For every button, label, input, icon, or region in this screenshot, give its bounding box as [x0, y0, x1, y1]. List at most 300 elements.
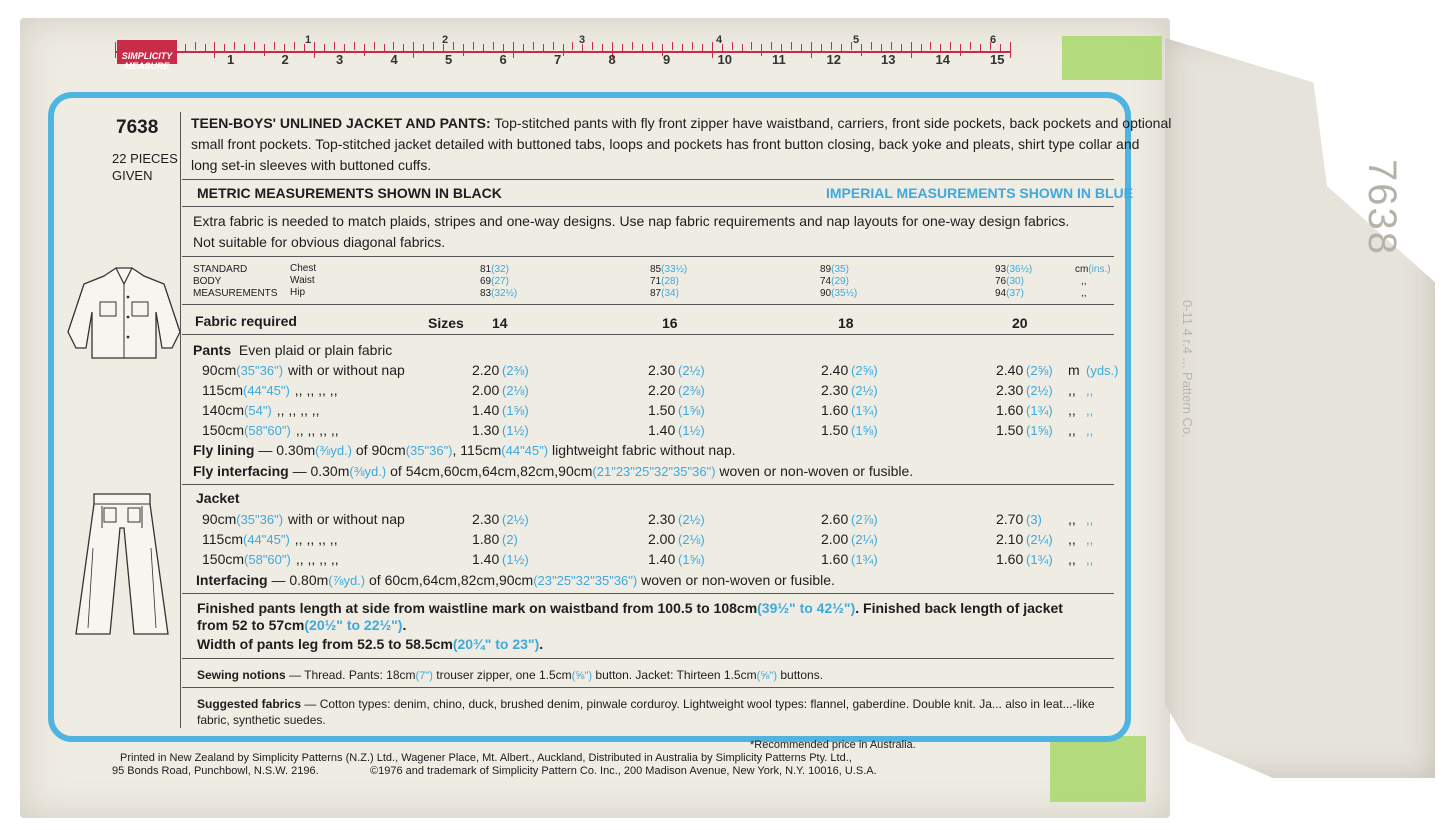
fabric-amount: 2.20	[648, 382, 676, 398]
ruler-tick	[553, 42, 554, 50]
ruler-cm-label: 2	[281, 52, 289, 67]
finished-2b: .	[402, 617, 407, 633]
ruler-tick	[881, 44, 882, 52]
fabric-width-label	[202, 362, 405, 378]
fabric-amount-imperial: (2½)	[502, 512, 529, 527]
description-line-3: long set-in sleeves with buttoned cuffs.	[191, 157, 432, 173]
fly-interfacing-b: of 54cm,60cm,64cm,82cm,90cm	[390, 463, 593, 479]
ruler-tick	[1010, 42, 1011, 58]
fabric-width-cm: 90cm	[202, 362, 237, 378]
fabric-amount-imperial: (2½)	[678, 512, 705, 527]
notions-c: button. Jacket: Thirteen 1.5cm	[595, 668, 757, 682]
ruler-cm-label: 5	[445, 52, 453, 67]
ruler-tick	[115, 42, 116, 58]
fabric-amount: 1.40	[472, 402, 500, 418]
fabric-amount: 2.30	[821, 382, 849, 398]
column-divider	[180, 112, 181, 728]
divider-5	[182, 334, 1114, 335]
ruler-tick	[921, 44, 922, 52]
fabric-amount: 1.60	[821, 551, 849, 567]
ruler-tick	[781, 44, 782, 52]
fabric-amount-imperial: (2)	[502, 532, 518, 547]
ruler-tick	[801, 44, 802, 52]
fabric-amount: 1.60	[821, 402, 849, 418]
pants-heading	[193, 342, 392, 358]
finished-1a: Finished pants length at side from waistline mark on waistband from 100.5 to 108cm	[197, 600, 758, 616]
fabric-amount: 1.40	[472, 551, 500, 567]
finished-line-2	[197, 617, 406, 633]
fly-lining-b-in: (35"36")	[405, 443, 453, 458]
divider-2	[182, 206, 1114, 207]
fabric-amount-imperial: (1¾)	[851, 403, 878, 418]
fabric-amount-imperial: (1¾)	[1026, 552, 1053, 567]
ruler-tick	[284, 44, 285, 52]
chest-cm: 85	[650, 264, 662, 275]
fabric-amount-imperial: (2⅝)	[1026, 363, 1053, 378]
ruler-tick	[940, 44, 941, 52]
fabric-amount: 2.30	[996, 382, 1024, 398]
fabric-unit: ,,	[1068, 402, 1076, 418]
fabric-amount-imperial: (1¾)	[1026, 403, 1053, 418]
notions-d: buttons.	[780, 668, 824, 682]
fabric-amount: 1.60	[996, 551, 1024, 567]
ruler-tick	[423, 44, 424, 52]
finished-3b: .	[539, 636, 544, 652]
waist-cm: 76	[995, 276, 1007, 287]
ruler-cm-label: 3	[336, 52, 344, 67]
ruler-tick	[572, 42, 573, 50]
ruler-inch-label: 2	[442, 34, 449, 46]
divider-3	[182, 256, 1114, 257]
ruler-tick	[344, 44, 345, 52]
fabric-amount-imperial: (1⅝)	[851, 423, 878, 438]
ruler-tick	[393, 42, 394, 50]
description-text-1: Top-stitched pants with fly front zipper have waistband, carriers, front side pockets, back pockets and optional	[494, 115, 1172, 131]
divider-9	[182, 687, 1114, 688]
ruler-tick	[761, 44, 762, 56]
ruler-tick	[364, 44, 365, 56]
fabric-amount: 1.40	[648, 551, 676, 567]
ruler-tick	[533, 42, 534, 50]
divider-4	[182, 304, 1114, 305]
suggested-text-1: — Cotton types: denim, chino, duck, brushed denim, pinwale corduroy. Lightweight wool types: flannel, gaberdine. Double knit. Ja... also in leat...-like	[304, 697, 1095, 711]
hip-cm: 94	[995, 288, 1007, 299]
hip-cm: 87	[650, 288, 662, 299]
ruler-tick	[483, 44, 484, 52]
metric-header: METRIC MEASUREMENTS SHOWN IN BLACK	[197, 185, 502, 201]
fabric-width-in: (44"45")	[242, 532, 290, 547]
ruler-tick	[732, 42, 733, 50]
ruler-tick	[433, 42, 434, 50]
body-part-chest: Chest	[290, 263, 317, 274]
fabric-width-label	[202, 422, 339, 438]
pants-illustration	[66, 488, 178, 638]
ruler-tick	[205, 44, 206, 52]
ruler-tick	[960, 44, 961, 56]
fly-lining-d: lightweight fabric without nap.	[551, 442, 736, 458]
size-20: 20	[1012, 315, 1028, 331]
fabric-unit: ,,	[1068, 511, 1076, 527]
waist-cm: 74	[820, 276, 832, 287]
hip-in: (37)	[1006, 288, 1024, 299]
fabric-width-in: (58"60")	[244, 423, 291, 438]
fabric-width-in: (35"36")	[236, 512, 284, 527]
ruler-tick	[891, 42, 892, 50]
unit-in: (ins.)	[1088, 264, 1111, 275]
ruler-tick	[771, 42, 772, 50]
ruler-cm-label: 13	[881, 52, 896, 67]
description-line-2: small front pockets. Top-stitched jacket detailed with buttoned tabs, loops and pockets has front button closing, back yoke and pleats, shirt type collar and	[191, 136, 1140, 152]
ruler-tick	[503, 44, 504, 52]
hip-in: (32½)	[491, 288, 518, 299]
size-18: 18	[838, 315, 854, 331]
ruler-tick	[841, 44, 842, 52]
size-16: 16	[662, 315, 678, 331]
fabric-width-label	[202, 402, 320, 418]
body-part-hip: Hip	[290, 287, 306, 298]
fabric-amount-imperial: (1½)	[502, 552, 529, 567]
pieces-given: GIVEN	[112, 168, 153, 183]
ruler-tick	[374, 42, 375, 50]
ruler-cm-label: 9	[663, 52, 671, 67]
fabric-amount: 2.70	[996, 511, 1024, 527]
body-size-20	[995, 264, 1032, 300]
waist-in: (29)	[831, 276, 849, 287]
fabric-width-cm: 150cm	[202, 551, 245, 567]
suggested-label: Suggested fabrics	[197, 697, 302, 711]
fabric-nap-desc: ,, ,, ,, ,,	[295, 551, 339, 567]
ruler-tick	[980, 44, 981, 52]
fly-lining-c: , 115cm	[452, 442, 502, 458]
ruler-tick	[871, 42, 872, 50]
fabric-amount: 2.20	[472, 362, 500, 378]
fabric-nap-desc: with or without nap	[288, 511, 405, 527]
imperial-header: IMPERIAL MEASUREMENTS SHOWN IN BLUE	[826, 185, 1133, 201]
note-line-2: Not suitable for obvious diagonal fabrics.	[193, 234, 446, 250]
fabric-unit-imperial: ,,	[1086, 423, 1094, 438]
ruler-cm-label: 7	[554, 52, 562, 67]
ruler-tick	[642, 44, 643, 52]
ruler-tick	[702, 44, 703, 52]
fabric-unit-imperial: ,,	[1086, 403, 1094, 418]
fabric-width-cm: 90cm	[202, 511, 237, 527]
ruler-cm-label: 6	[499, 52, 507, 67]
fabric-amount-imperial: (2⅜)	[678, 383, 705, 398]
fabric-amount: 2.00	[472, 382, 500, 398]
description-line-1	[191, 115, 1171, 131]
fly-lining-a: — 0.30m	[258, 442, 316, 458]
body-parts	[290, 263, 316, 299]
ruler-tick	[523, 44, 524, 52]
fabric-amount-imperial: (2¼)	[851, 532, 878, 547]
fabric-nap-desc: with or without nap	[288, 362, 405, 378]
pants-title: Pants	[193, 342, 232, 358]
fabric-amount-imperial: (1⅝)	[502, 403, 529, 418]
hip-cm: 83	[480, 288, 492, 299]
ruler-tick	[632, 42, 633, 50]
fabric-unit: ,,	[1068, 382, 1076, 398]
ruler-cm-label: 15	[990, 52, 1005, 67]
fabric-width-in: (54")	[244, 403, 272, 418]
notions-label: Sewing notions	[197, 668, 286, 682]
jacket-interfacing-label: Interfacing	[196, 572, 268, 588]
ruler-tick	[950, 42, 951, 50]
ruler-inch-label: 3	[579, 34, 586, 46]
ruler-tick	[821, 44, 822, 52]
fly-interfacing-label: Fly interfacing	[193, 463, 289, 479]
fabric-width-label	[202, 511, 405, 527]
chest-cm: 89	[820, 264, 832, 275]
envelope-flap	[1165, 38, 1435, 778]
chest-cm: 93	[995, 264, 1007, 275]
hip-in: (35½)	[831, 288, 858, 299]
ruler-tick	[195, 42, 196, 50]
fabric-amount: 2.40	[821, 362, 849, 378]
ruler-cm-label: 1	[227, 52, 235, 67]
ruler-tick	[563, 44, 564, 56]
body-part-waist: Waist	[290, 275, 315, 286]
fabric-amount: 2.00	[821, 531, 849, 547]
fly-lining-label: Fly lining	[193, 442, 255, 458]
fabric-unit-imperial: ,,	[1086, 512, 1094, 527]
fabric-amount-imperial: (2⅜)	[502, 363, 529, 378]
ruler-tick	[413, 42, 414, 58]
fabric-unit: ,,	[1068, 551, 1076, 567]
fly-interfacing-line	[193, 463, 913, 479]
chest-in: (35)	[831, 264, 849, 275]
chest-in: (32)	[491, 264, 509, 275]
fabric-unit-imperial: ,,	[1086, 552, 1094, 567]
fly-interfacing-a: — 0.30m	[292, 463, 350, 479]
finished-1a-in: (39½" to 42½")	[757, 600, 856, 616]
ruler-inch-label: 1	[305, 34, 312, 46]
ruler-cm-label: 11	[772, 52, 786, 67]
ruler-inch-label: 5	[853, 34, 860, 46]
fabric-amount: 2.30	[472, 511, 500, 527]
body-label-2: BODY	[193, 276, 222, 287]
fabric-amount-imperial: (2⅝)	[851, 363, 878, 378]
divider-6	[182, 484, 1114, 485]
fabric-width-in: (58"60")	[244, 552, 291, 567]
ruler-inch-label: 4	[716, 34, 723, 46]
ruler-brand: SIMPLICITY MEASURE	[117, 40, 177, 64]
fabric-width-label	[202, 531, 338, 547]
ditto-1: ,,	[1081, 276, 1087, 287]
ruler-tick	[811, 42, 812, 58]
fabric-unit: ,,	[1068, 422, 1076, 438]
fabric-unit: ,,	[1068, 531, 1076, 547]
fabric-nap-desc: ,, ,, ,, ,,	[294, 382, 338, 398]
fabric-amount-imperial: (2¼)	[1026, 532, 1053, 547]
waist-in: (27)	[491, 276, 509, 287]
fabric-width-label	[202, 551, 339, 567]
fabric-amount-imperial: (2½)	[1026, 383, 1053, 398]
ruler-tick	[324, 44, 325, 52]
ruler-tick	[751, 42, 752, 50]
body-label-3: MEASUREMENTS	[193, 288, 278, 299]
size-14: 14	[492, 315, 508, 331]
ruler-tick	[334, 42, 335, 50]
ruler-tick	[274, 42, 275, 50]
fabric-amount: 1.80	[472, 531, 500, 547]
finished-2a-in: (20½" to 22½")	[304, 617, 403, 633]
fabric-amount-imperial: (1⅝)	[678, 403, 705, 418]
ruler-tick	[911, 42, 912, 58]
ruler-cm-label: 12	[826, 52, 841, 67]
fabric-width-cm: 115cm	[202, 382, 243, 398]
suggested-line-2: fabric, synthetic suedes.	[197, 713, 326, 727]
fabric-amount: 1.50	[996, 422, 1024, 438]
jacket-interfacing-a-in: (⅞yd.)	[328, 573, 366, 588]
fabric-width-cm: 140cm	[202, 402, 245, 418]
ruler-tick	[861, 44, 862, 56]
footer-line-1: Printed in New Zealand by Simplicity Patterns (N.Z.) Ltd., Wagener Place, Mt. Albert., Auckland, Distributed in Australia by Simplicity Patterns Pty. Ltd.,	[120, 752, 852, 764]
ruler-tick	[742, 44, 743, 52]
fabric-amount-imperial: (1⅝)	[678, 552, 705, 567]
fabric-amount-imperial: (2½)	[678, 363, 705, 378]
fly-lining-c-in: (44"45")	[501, 443, 549, 458]
fabric-amount: 2.10	[996, 531, 1024, 547]
fabric-amount: 2.30	[648, 362, 676, 378]
fabric-width-in: (35"36")	[236, 363, 284, 378]
ruler-tick	[602, 44, 603, 52]
ruler-tick	[682, 44, 683, 52]
fabric-amount-imperial: (2⅛)	[502, 383, 529, 398]
ruler-tick	[901, 44, 902, 52]
jacket-interfacing-b-in: (23"25"32"35"36")	[533, 573, 638, 588]
waist-in: (30)	[1006, 276, 1024, 287]
ruler-tick	[672, 42, 673, 50]
fabric-width-cm: 150cm	[202, 422, 245, 438]
fabric-amount: 1.50	[821, 422, 849, 438]
ruler-tick	[463, 44, 464, 56]
fly-lining-b: of 90cm	[355, 442, 406, 458]
ruler-tick	[403, 44, 404, 52]
ruler-tick	[970, 42, 971, 50]
ruler-cm-label: 8	[608, 52, 616, 67]
ruler-tick	[224, 44, 225, 52]
flap-pattern-number: 7638	[1359, 159, 1404, 256]
jacket-title: Jacket	[196, 490, 240, 506]
finished-line-3	[197, 636, 543, 652]
fabric-amount-imperial: (1⅝)	[1026, 423, 1053, 438]
jacket-illustration	[60, 262, 188, 362]
body-unit-col	[1075, 264, 1111, 300]
fabric-amount-imperial: (1¾)	[851, 552, 878, 567]
pieces-count: 22 PIECES	[112, 151, 178, 166]
waist-cm: 71	[650, 276, 662, 287]
ruler-tick	[254, 42, 255, 50]
jacket-interfacing-b: of 60cm,64cm,82cm,90cm	[369, 572, 534, 588]
ruler-tick	[692, 42, 693, 50]
fly-interfacing-b-in: (21"23"25"32"35"36")	[592, 464, 716, 479]
finished-2a: from 52 to 57cm	[197, 617, 305, 633]
fabric-amount-imperial: (1½)	[678, 423, 705, 438]
fabric-amount-imperial: (2½)	[851, 383, 878, 398]
fabric-nap-desc: ,, ,, ,, ,,	[295, 422, 339, 438]
ruler-tick	[214, 42, 215, 58]
waist-cm: 69	[480, 276, 492, 287]
waist-in: (28)	[661, 276, 679, 287]
divider-1	[182, 179, 1114, 180]
ruler-cm-label: 4	[390, 52, 398, 67]
fabric-unit: m	[1068, 362, 1080, 378]
chest-in: (36½)	[1006, 264, 1033, 275]
ruler-tick	[712, 42, 713, 58]
notions-a: — Thread. Pants: 18cm	[289, 668, 416, 682]
ruler-tick	[185, 44, 186, 52]
sizes-label: Sizes	[428, 315, 464, 331]
fabric-amount: 1.40	[648, 422, 676, 438]
unit-cm: cm	[1075, 264, 1089, 275]
ruler-tick	[314, 42, 315, 58]
notions-b-in: (⅝")	[571, 670, 593, 682]
ruler-tick	[264, 44, 265, 56]
notions-c-in: (⅝")	[756, 670, 777, 682]
fabric-unit-imperial: ,,	[1086, 532, 1094, 547]
ruler-inch-label: 6	[990, 34, 997, 46]
ruler-tick	[622, 44, 623, 52]
jacket-interfacing-a: — 0.80m	[271, 572, 329, 588]
ruler-tick	[513, 42, 514, 58]
fabric-amount-imperial: (1½)	[502, 423, 529, 438]
ruler-tick	[384, 44, 385, 52]
ruler-tick	[930, 42, 931, 50]
body-label-1: STANDARD	[193, 264, 248, 275]
ruler-cm-label: 10	[717, 52, 732, 67]
finished-1b: . Finished back length of jacket	[855, 600, 1063, 616]
ruler-tick	[831, 42, 832, 50]
ruler-tick	[244, 44, 245, 52]
notions-b: trouser zipper, one 1.5cm	[436, 668, 572, 682]
ditto-2: ,,	[1081, 288, 1087, 299]
fabric-amount: 1.30	[472, 422, 500, 438]
ruler-tick	[1000, 44, 1001, 52]
body-size-14	[480, 264, 517, 300]
fly-lining-a-in: (⅜yd.)	[315, 443, 352, 458]
tape-top	[1062, 36, 1162, 80]
hip-cm: 90	[820, 288, 832, 299]
fabric-amount: 1.60	[996, 402, 1024, 418]
ruler-tick	[851, 42, 852, 50]
fabric-width-cm: 115cm	[202, 531, 243, 547]
flap-faded-text: 0-11 4 r.4 ... Pattern Co.	[1180, 300, 1195, 438]
suggested-line-1	[197, 697, 1095, 711]
fabric-width-label	[202, 382, 338, 398]
fabric-required-label: Fabric required	[195, 313, 297, 329]
ruler-tick	[791, 42, 792, 50]
fabric-amount: 2.30	[648, 511, 676, 527]
fabric-unit-imperial: (yds.)	[1086, 363, 1119, 378]
measuring-ruler	[115, 36, 1010, 66]
fabric-nap-desc: ,, ,, ,, ,,	[276, 402, 320, 418]
fabric-amount: 2.60	[821, 511, 849, 527]
fabric-width-in: (44"45")	[242, 383, 290, 398]
hip-in: (34)	[661, 288, 679, 299]
fabric-amount: 1.50	[648, 402, 676, 418]
ruler-cm-label: 14	[935, 52, 950, 67]
ruler-tick	[473, 42, 474, 50]
finished-3a-in: (20¾" to 23")	[452, 636, 540, 652]
ruler-tick	[453, 42, 454, 50]
fly-interfacing-a-in: (⅜yd.)	[349, 464, 387, 479]
note-line-1: Extra fabric is needed to match plaids, stripes and one-way designs. Use nap fabric requirements and nap layouts for one-way design fabrics.	[193, 213, 1070, 229]
pattern-number: 7638	[116, 117, 159, 138]
divider-7	[182, 593, 1114, 594]
jacket-interfacing-line	[196, 572, 835, 588]
fabric-amount-imperial: (2⅛)	[678, 532, 705, 547]
ruler-tick	[493, 42, 494, 50]
